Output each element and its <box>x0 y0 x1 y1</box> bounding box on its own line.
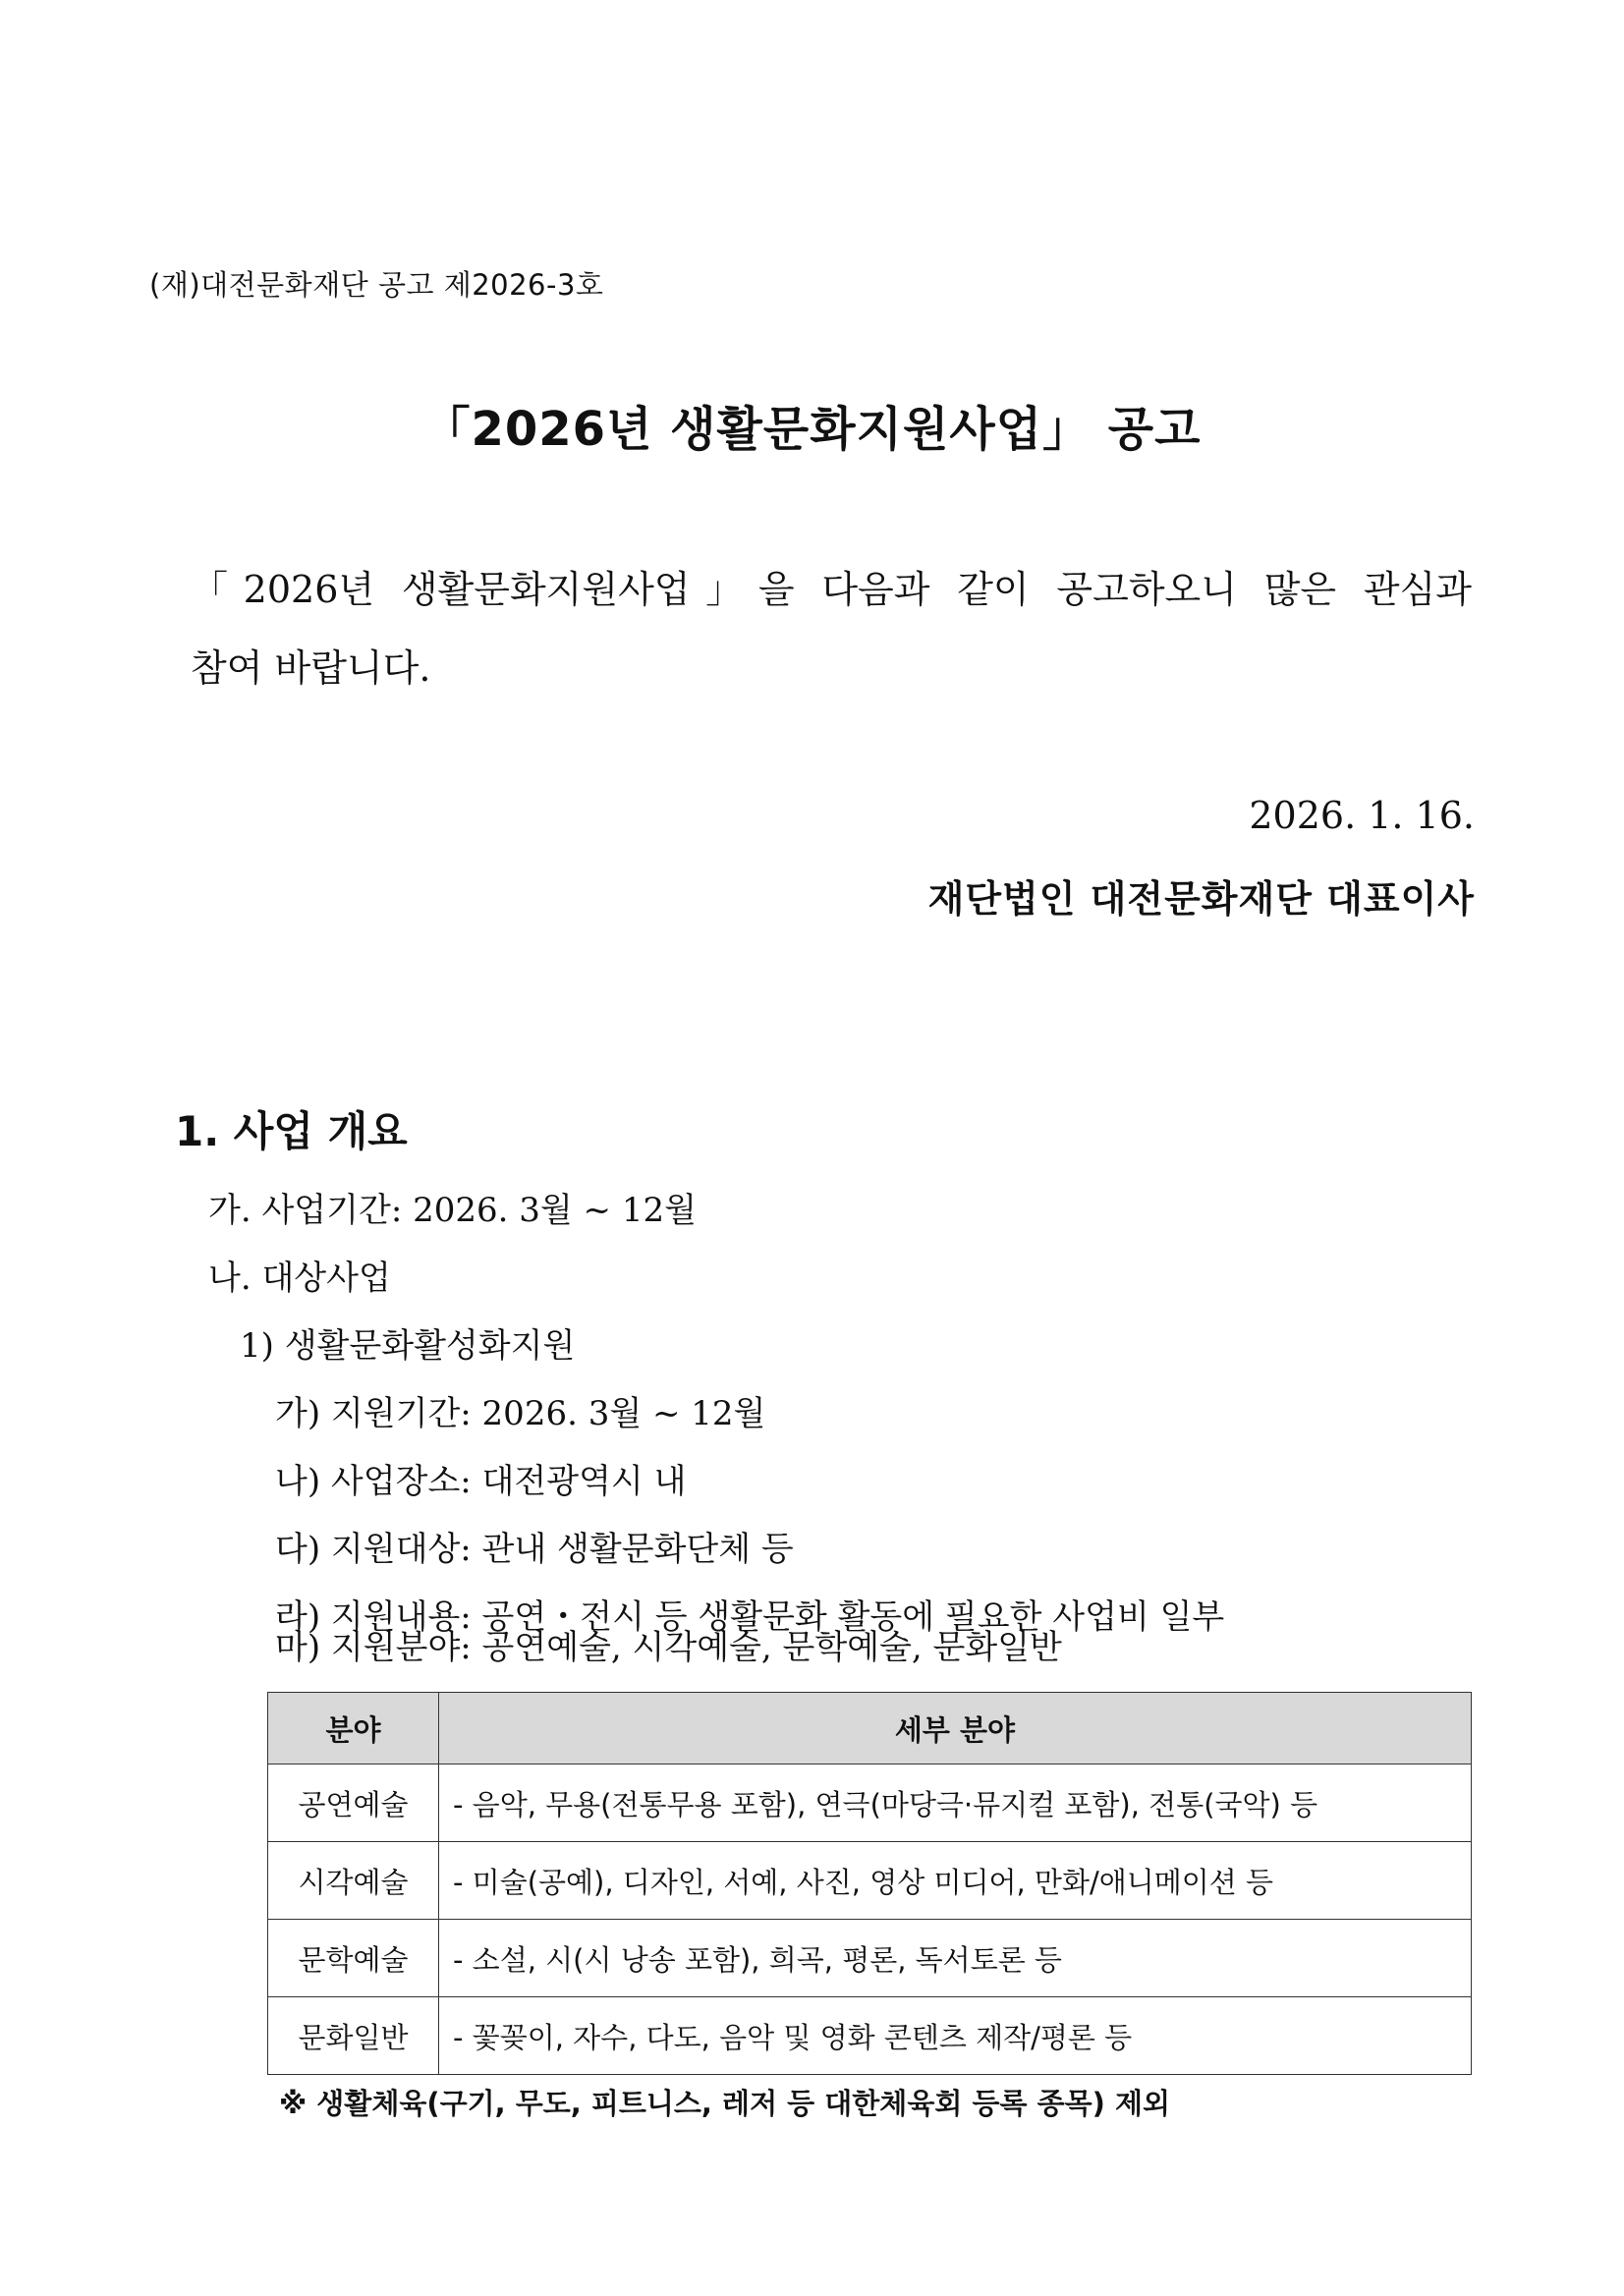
notice-date: 2026. 1. 16. <box>1249 794 1475 837</box>
target-projects: 나. 대상사업 <box>208 1259 391 1298</box>
detail-cell: - 음악, 무용(전통무용 포함), 연극(마당극·뮤지컬 포함), 전통(국악) 등 <box>439 1764 1472 1842</box>
support-fields: 마) 지원분야: 공연예술, 시각예술, 문학예술, 문화일반 <box>275 1628 1062 1667</box>
field-cell: 시각예술 <box>268 1842 439 1920</box>
document-title: 「2026년 생활문화지원사업」 공고 <box>422 402 1202 457</box>
detail-cell: - 미술(공예), 디자인, 서예, 사진, 영상 미디어, 만화/애니메이션 등 <box>439 1842 1472 1920</box>
field-cell: 문화일반 <box>268 1997 439 2075</box>
field-cell: 공연예술 <box>268 1764 439 1842</box>
notice-number: (재)대전문화재단 공고 제2026-3호 <box>149 268 604 302</box>
support-content: 라) 지원내용: 공연・전시 등 생활문화 활동에 필요한 사업비 일부 <box>275 1597 1225 1637</box>
intro-line-1: 「2026년 생활문화지원사업」을 다음과 같이 공고하오니 많은 관심과 <box>191 568 1472 611</box>
field-cell: 문학예술 <box>268 1920 439 1997</box>
program-name: 1) 생활문화활성화지원 <box>240 1326 576 1366</box>
section-heading: 1. 사업 개요 <box>175 1107 408 1155</box>
header-detail: 세부 분야 <box>439 1693 1472 1764</box>
support-period: 가) 지원기간: 2026. 3월 ~ 12월 <box>275 1394 766 1433</box>
detail-cell: - 꽃꽂이, 자수, 다도, 음악 및 영화 콘텐츠 제작/평론 등 <box>439 1997 1472 2075</box>
business-period: 가. 사업기간: 2026. 3월 ~ 12월 <box>208 1191 697 1230</box>
business-location: 나) 사업장소: 대전광역시 내 <box>275 1462 687 1501</box>
table-header-row <box>268 1693 1472 1764</box>
header-field: 분야 <box>268 1693 439 1764</box>
signer: 재단법인 대전문화재단 대표이사 <box>927 877 1475 921</box>
support-fields-table <box>267 1692 1472 2075</box>
detail-cell: - 소설, 시(시 낭송 포함), 희곡, 평론, 독서토론 등 <box>439 1920 1472 1997</box>
footnote: ※ 생활체육(구기, 무도, 피트니스, 레저 등 대한체육회 등록 종목) 제외 <box>279 2087 1170 2120</box>
support-target: 다) 지원대상: 관내 생활문화단체 등 <box>275 1530 794 1569</box>
table-row <box>268 1997 1472 2075</box>
table-row <box>268 1764 1472 1842</box>
intro-line-2: 참여 바랍니다. <box>191 646 431 690</box>
table-row <box>268 1842 1472 1920</box>
table-row <box>268 1920 1472 1997</box>
